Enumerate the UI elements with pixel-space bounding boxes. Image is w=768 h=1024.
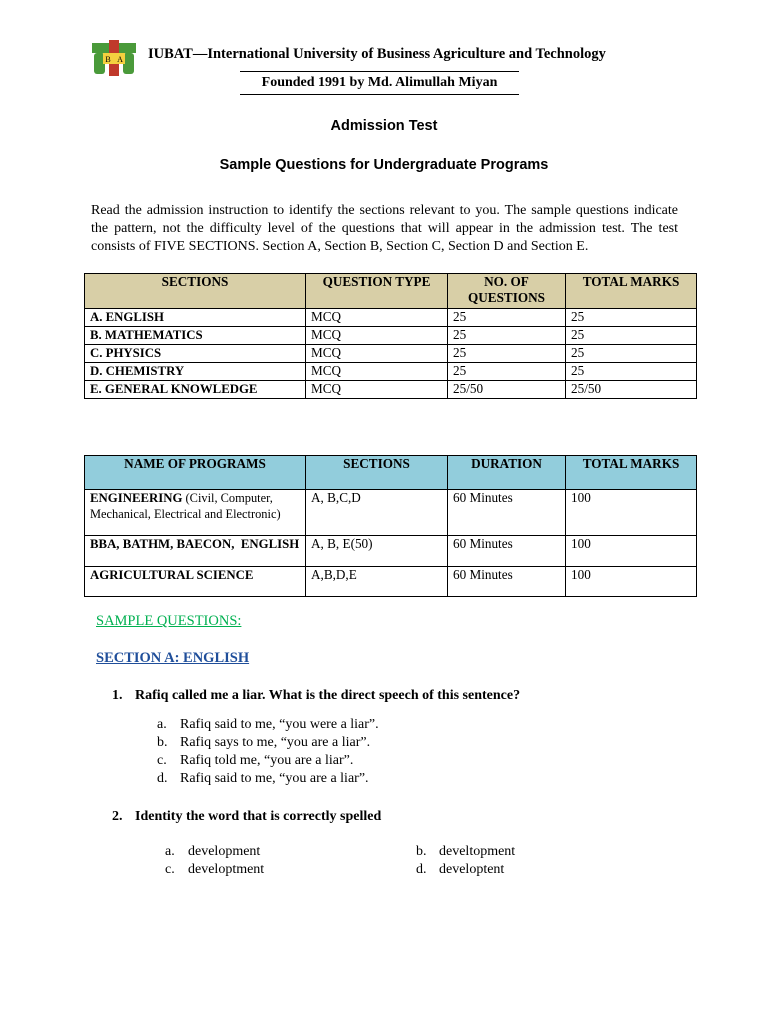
table-cell: B. MATHEMATICS — [85, 327, 306, 345]
option-label: d. — [157, 771, 168, 786]
svg-text:A: A — [117, 55, 123, 64]
sections-table — [84, 273, 697, 399]
table-cell: 25/50 — [566, 381, 697, 399]
option-2d — [416, 862, 504, 878]
table-cell: 60 Minutes — [448, 536, 566, 567]
table-cell: D. CHEMISTRY — [85, 363, 306, 381]
program-name-cell — [85, 567, 306, 597]
question-text: Identity the word that is correctly spelled — [135, 809, 382, 824]
option-label: c. — [157, 753, 167, 768]
table-cell: MCQ — [306, 309, 448, 327]
option-text: Rafiq said to me, “you are a liar”. — [180, 771, 369, 786]
option-text: developtent — [439, 862, 505, 877]
column-header: SECTIONS — [306, 456, 448, 490]
table-cell: 100 — [566, 490, 697, 536]
option-2c — [165, 862, 264, 878]
table-cell: 60 Minutes — [448, 490, 566, 536]
option-text: Rafiq told me, “you are a liar”. — [180, 753, 354, 768]
column-header: QUESTION TYPE — [306, 274, 448, 309]
table-row — [85, 309, 697, 327]
column-header: TOTAL MARKS — [566, 456, 697, 490]
option-1b — [157, 735, 370, 751]
iubat-logo — [92, 40, 136, 76]
table-cell: MCQ — [306, 381, 448, 399]
table-cell: 100 — [566, 567, 697, 597]
question-1 — [112, 688, 520, 704]
table-cell: A,B,D,E — [306, 567, 448, 597]
table-row — [85, 363, 697, 381]
table-cell: A, B, E(50) — [306, 536, 448, 567]
column-header: SECTIONS — [85, 274, 306, 309]
founded-line: Founded 1991 by Md. Alimullah Miyan — [240, 71, 519, 95]
question-number: 2. — [112, 809, 123, 824]
table-cell: 60 Minutes — [448, 567, 566, 597]
table-cell: 25 — [448, 345, 566, 363]
section-a-heading: SECTION A: ENGLISH — [96, 650, 250, 666]
option-2b — [416, 844, 515, 860]
table-row — [85, 381, 697, 399]
option-label: d. — [416, 862, 427, 877]
table-cell: 100 — [566, 536, 697, 567]
intro-paragraph: Read the admission instruction to identify the sections relevant to you. The sample questions indicate the pattern, not the difficulty level of the questions that will appear in the admission test. The test consists of FIVE SECTIONS. Section A, Section B, Section C, Section D and Section E. — [91, 203, 678, 254]
programs-table — [84, 455, 697, 597]
table-row — [85, 490, 697, 536]
program-name: ENGINEERING — [90, 491, 183, 505]
table-cell: MCQ — [306, 345, 448, 363]
option-label: a. — [157, 717, 167, 732]
table-cell: C. PHYSICS — [85, 345, 306, 363]
table-cell: 25 — [566, 345, 697, 363]
option-label: a. — [165, 844, 175, 859]
table-cell: 25/50 — [448, 381, 566, 399]
option-text: development — [188, 844, 261, 859]
option-label: b. — [157, 735, 168, 750]
sample-questions-heading: SAMPLE QUESTIONS: — [96, 613, 242, 629]
option-text: developtment — [188, 862, 265, 877]
program-detail: (Civil, Computer, Mechanical, Electrical and Electronic) — [90, 491, 281, 521]
table-cell: 25 — [566, 363, 697, 381]
option-1d — [157, 771, 369, 787]
option-1a — [157, 717, 379, 733]
table-cell: 25 — [448, 327, 566, 345]
option-text: Rafiq said to me, “you were a liar”. — [180, 717, 379, 732]
program-name: BBA, BATHM, BAECON, ENGLISH — [90, 537, 300, 551]
program-name: AGRICULTURAL SCIENCE — [90, 568, 254, 582]
table-cell: 25 — [566, 327, 697, 345]
university-name: IUBAT—International University of Business Agriculture and Technology — [148, 46, 606, 62]
option-text: Rafiq says to me, “you are a liar”. — [180, 735, 371, 750]
page-title: Admission Test — [330, 118, 438, 134]
column-header: NO. OF QUESTIONS — [448, 274, 566, 309]
table-row — [85, 327, 697, 345]
table-row — [85, 536, 697, 567]
question-number: 1. — [112, 688, 123, 703]
table-cell: 25 — [448, 363, 566, 381]
svg-text:B: B — [105, 55, 111, 64]
table-header-row — [85, 274, 697, 309]
table-cell: 25 — [448, 309, 566, 327]
program-name-cell — [85, 490, 306, 536]
question-2 — [112, 809, 381, 825]
table-cell: E. GENERAL KNOWLEDGE — [85, 381, 306, 399]
table-row — [85, 345, 697, 363]
question-text: Rafiq called me a liar. What is the direct speech of this sentence? — [135, 688, 521, 703]
option-label: b. — [416, 844, 427, 859]
column-header: NAME OF PROGRAMS — [85, 456, 306, 490]
option-label: c. — [165, 862, 175, 877]
table-cell: A, B,C,D — [306, 490, 448, 536]
table-header-row — [85, 456, 697, 490]
table-row — [85, 567, 697, 597]
option-text: develtopment — [439, 844, 516, 859]
option-1c — [157, 753, 353, 769]
table-cell: MCQ — [306, 327, 448, 345]
page-subtitle: Sample Questions for Undergraduate Programs — [219, 157, 549, 173]
program-name-cell — [85, 536, 306, 567]
column-header: TOTAL MARKS — [566, 274, 697, 309]
table-cell: A. ENGLISH — [85, 309, 306, 327]
table-cell: 25 — [566, 309, 697, 327]
option-2a — [165, 844, 260, 860]
column-header: DURATION — [448, 456, 566, 490]
table-cell: MCQ — [306, 363, 448, 381]
